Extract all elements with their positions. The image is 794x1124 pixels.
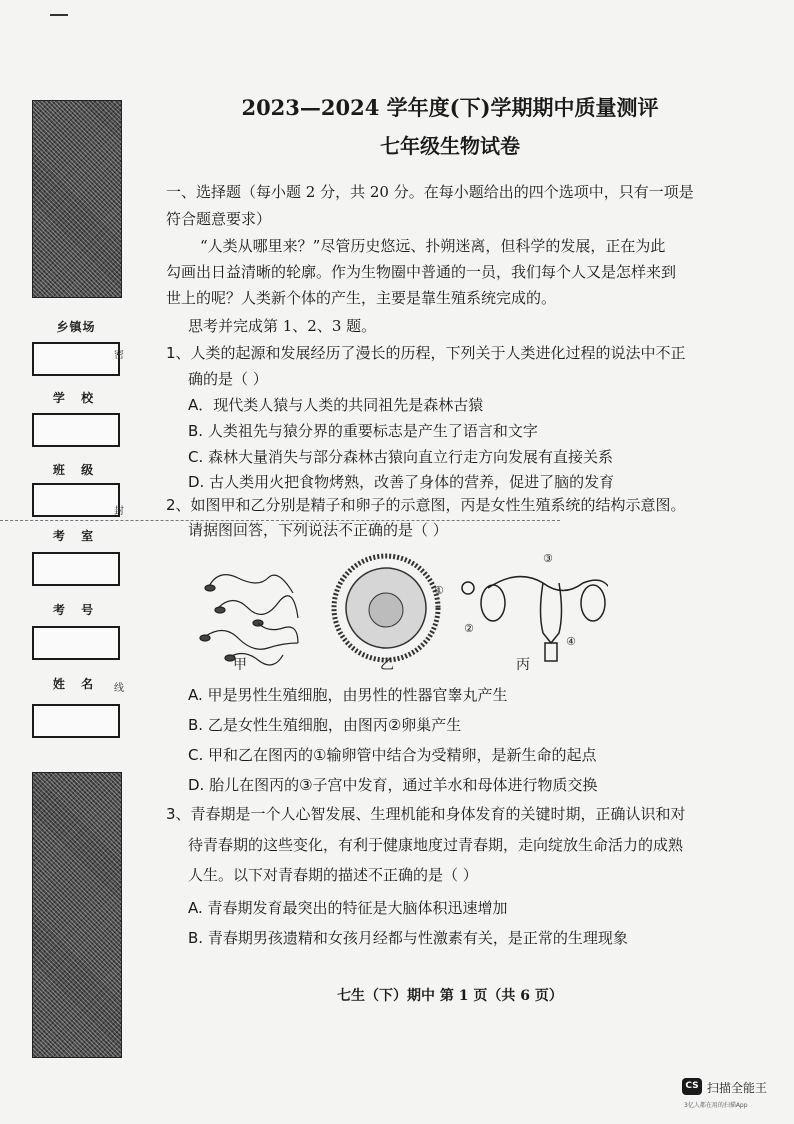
binding-pattern-top [32,100,122,298]
name-field[interactable] [32,704,120,738]
marker-3: ③ [543,552,553,565]
reproduction-figure [188,548,608,674]
marker-2: ② [464,622,474,635]
question-3-option-b: B. 青春期男孩遗精和女孩月经都与性激素有关，是正常的生理现象 [188,929,628,947]
camscanner-tagline: 3亿人都在用的扫描App [684,1102,748,1109]
question-2-option-d: D. 胎儿在图丙的③子宫中发育，通过羊水和母体进行物质交换 [188,776,598,794]
field-label-room: 考 室 [52,529,100,543]
question-1-option-b: B. 人类祖先与猿分界的重要标志是产生了语言和文字 [188,422,538,440]
field-label-township: 乡镇场 [56,320,96,334]
school-field[interactable] [32,413,120,447]
marker-4: ④ [566,635,576,648]
edge-mark [50,14,68,16]
question-3-option-a: A. 青春期发育最突出的特征是大脑体积迅速增加 [188,899,508,917]
township-field[interactable] [32,342,120,376]
egg-cell-illustration [334,556,438,660]
question-2-option-a: A. 甲是男性生殖细胞，由男性的性器官睾丸产生 [188,686,508,704]
question-1-option-d: D. 古人类用火把食物烤熟，改善了身体的营养，促进了脑的发育 [188,473,615,491]
field-label-name: 姓 名 [52,677,100,691]
intro-line: 勾画出日益清晰的轮廓。作为生物圈中普通的一员，我们每个人又是怎样来到 [166,263,677,281]
field-label-class: 班 级 [52,463,100,477]
figure-label-jia: 甲 [233,657,247,673]
question-1-stem-cont: 确的是（ ） [188,370,268,388]
exam-room-field[interactable] [32,552,120,586]
camscanner-name: 扫描全能王 [707,1081,768,1095]
page-footer: 七生（下）期中 第 1 页（共 6 页） [337,988,563,1004]
binding-pattern-bottom [32,772,122,1058]
question-2-option-b: B. 乙是女性生殖细胞，由图丙②卵巢产生 [188,716,462,734]
field-label-school: 学 校 [52,391,100,405]
question-3-stem-cont: 人生。以下对青春期的描述不正确的是（ ） [188,866,478,884]
figure-label-bing: 丙 [516,657,530,673]
intro-instruction: 思考并完成第 1、2、3 题。 [188,317,377,335]
section-heading-cont: 符合题意要求） [166,210,272,228]
marker-1: ① [434,584,444,597]
question-3-stem: 3、青春期是一个人心智发展、生理机能和身体发育的关键时期，正确认识和对 [166,805,686,823]
figure-label-yi: 乙 [380,657,394,673]
section-heading: 一、选择题（每小题 2 分，共 20 分。在每小题给出的四个选项中，只有一项是 [166,183,694,201]
female-reproductive-system-illustration [462,577,608,661]
camscanner-logo-icon: CS [682,1078,702,1095]
seal-mark-seal: 封 [114,506,124,517]
question-2-option-c: C. 甲和乙在图丙的①输卵管中结合为受精卵，是新生命的起点 [188,746,597,764]
question-3-stem-cont: 待青春期的这些变化，有利于健康地度过青春期，走向绽放生命活力的成熟 [188,836,684,854]
sperm-cells-illustration [200,575,298,665]
seal-mark-secret: 密 [114,350,124,361]
question-1-stem: 1、人类的起源和发展经历了漫长的历程，下列关于人类进化过程的说法中不正 [166,344,686,362]
exam-subtitle: 七年级生物试卷 [380,134,520,158]
exam-title: 2023—2024 学年度(下)学期期中质量测评 [241,95,659,120]
exam-number-field[interactable] [32,626,120,660]
question-1-option-a: A．现代类人猿与人类的共同祖先是森林古猿 [188,396,484,414]
seal-mark-line: 线 [114,683,124,694]
intro-line: “人类从哪里来？”尽管历史悠远、扑朔迷离，但科学的发展，正在为此 [200,237,666,255]
field-label-number: 考 号 [52,603,100,617]
class-field[interactable] [32,483,120,517]
question-1-option-c: C. 森林大量消失与部分森林古猿向直立行走方向发展有直接关系 [188,448,614,466]
question-2-stem-cont: 请据图回答，下列说法不正确的是（ ） [188,521,448,539]
question-2-stem: 2、如图甲和乙分别是精子和卵子的示意图，丙是女性生殖系统的结构示意图。 [166,496,686,514]
intro-line: 世上的呢？人类新个体的产生，主要是靠生殖系统完成的。 [166,289,557,307]
